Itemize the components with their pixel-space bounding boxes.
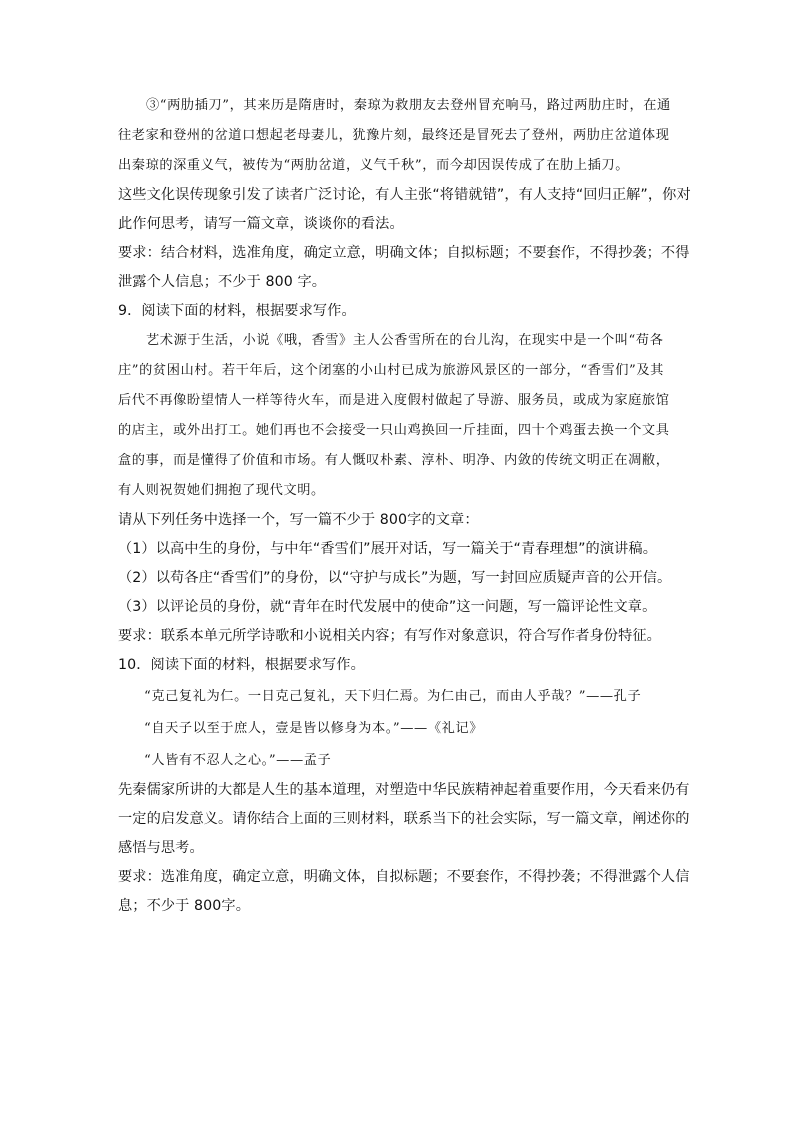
q10-prompt-line: 一定的启发意义。请你结合上面的三则材料，联系当下的社会实际，写一篇文章，阐述你的 (118, 811, 690, 827)
q10-quote-line: “人皆有不忍人之心。”——孟子 (144, 753, 332, 768)
q9-material (118, 331, 678, 501)
q8-requirement-line: 要求：结合材料，选准角度，确定立意，明确文体；自拟标题；不要套作，不得抄袭；不得 (118, 245, 690, 261)
q9-task-item: （2）以苟各庄“香雪们”的身份，以“守护与成长”为题，写一封回应质疑声音的公开信。 (118, 570, 672, 586)
q10-prompt-line: 感悟与思考。 (118, 840, 204, 856)
q9-task-intro: 请从下列任务中选择一个，写一篇不少于 800字的文章： (118, 512, 479, 528)
q8-requirements (118, 243, 690, 292)
q9-material-line: 艺术源于生活，小说《哦，香雪》主人公香雪所在的台儿沟，在现实中是一个叫“苟各 (146, 333, 664, 348)
q9-material-line: 盒的事，而是懂得了价值和市场。有人慨叹朴素、淳朴、明净、内敛的传统文明正在凋敝， (118, 453, 670, 468)
q10-prompt-line: 先秦儒家所讲的大都是人生的基本道理，对塑造中华民族精神起着重要作用，今天看来仍有 (118, 782, 690, 798)
q10-quote-line: “克己复礼为仁。一日克己复礼，天下归仁焉。为仁由己，而由人乎哉？”——孔子 (144, 689, 642, 704)
q9-material-line: 庄”的贫困山村。若干年后，这个闭塞的小山村已成为旅游风景区的一部分，“香雪们”及其 (118, 363, 664, 378)
q10-prompt (118, 780, 690, 858)
q10-quote-line: “自天子以至于庶人，壹是皆以修身为本。”——《礼记》 (144, 721, 483, 736)
question-10-header: 10．阅读下面的材料，根据要求写作。 (118, 657, 365, 673)
q8-material-line: ③“两肋插刀”，其来历是隋唐时，秦琼为救朋友去登州冒充响马，路过两肋庄时，在通 (146, 98, 671, 113)
q10-requirements (118, 867, 690, 916)
q9-task-list (118, 539, 678, 617)
q10-requirement-line: 要求：选准角度，确定立意，明确文体，自拟标题；不要套作，不得抄袭；不得泄露个人信 (118, 869, 690, 885)
q8-material (118, 96, 678, 176)
q8-requirement-line: 泄露个人信息；不少于 800 字。 (118, 274, 327, 290)
q9-material-line: 后代不再像盼望情人一样等待火车，而是进入度假村做起了导游、服务员，或成为家庭旅馆 (118, 393, 670, 408)
q10-requirement-line: 息；不少于 800字。 (118, 898, 251, 914)
document-page (118, 96, 691, 916)
question-9-header: 9．阅读下面的材料，根据要求写作。 (118, 303, 356, 319)
q9-material-line: 的店主，或外出打工。她们再也不会接受一只山鸡换回一斤挂面，四十个鸡蛋去换一个文具 (118, 423, 670, 438)
q10-quotes (118, 687, 678, 771)
q9-material-line: 有人则祝贺她们拥抱了现代文明。 (118, 483, 325, 498)
q8-prompt (118, 185, 691, 234)
q8-prompt-line: 这些文化误传现象引发了读者广泛讨论，有人主张“将错就错”，有人支持“回归正解”，你对 (118, 187, 691, 203)
q8-material-line: 往老家和登州的岔道口想起老母妻儿，犹豫片刻，最终还是冒死去了登州，两肋庄岔道体现 (118, 128, 670, 143)
q9-requirement: 要求：联系本单元所学诗歌和小说相关内容；有写作对象意识，符合写作者身份特征。 (118, 628, 661, 644)
q8-prompt-line: 此作何思考，请写一篇文章，谈谈你的看法。 (118, 216, 404, 232)
q9-task-item: （1）以高中生的身份，与中年“香雪们”展开对话，写一篇关于“青春理想”的演讲稿。 (118, 541, 657, 557)
q9-task-item: （3）以评论员的身份，就“青年在时代发展中的使命”这一问题，写一篇评论性文章。 (118, 599, 657, 615)
q8-material-line: 出秦琼的深重义气，被传为“两肋岔道，义气千秋”，而今却因误传成了在肋上插刀。 (118, 158, 630, 173)
